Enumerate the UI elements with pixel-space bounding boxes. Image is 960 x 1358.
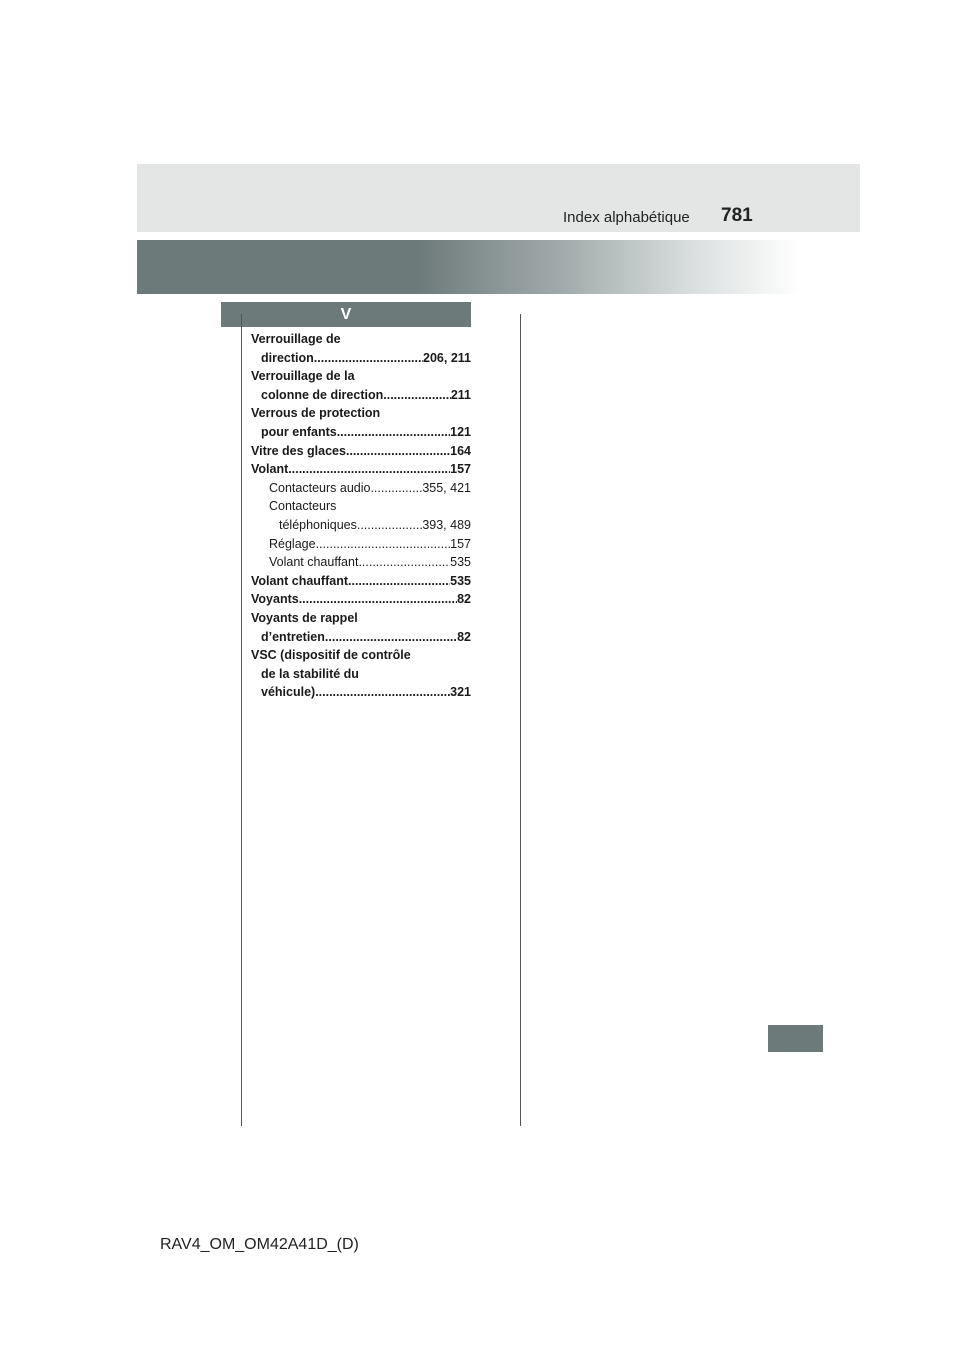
index-entry-pages: 535 bbox=[450, 555, 471, 570]
index-entry-pages: 164 bbox=[450, 443, 471, 458]
index-entry-term: Voyants de rappel bbox=[251, 610, 358, 625]
index-entry bbox=[251, 683, 471, 702]
dot-leader bbox=[348, 572, 450, 591]
section-letter: V bbox=[340, 305, 352, 323]
dot-leader bbox=[346, 442, 450, 461]
index-entry-term: Volant bbox=[251, 462, 289, 477]
index-entry-term: Vitre des glaces bbox=[251, 443, 346, 458]
section-tab-marker bbox=[768, 1025, 823, 1052]
index-entry-pages: 321 bbox=[450, 685, 471, 700]
index-entry bbox=[251, 646, 471, 665]
decorative-gradient-band bbox=[137, 240, 800, 294]
page-number: 781 bbox=[721, 205, 753, 226]
index-entry bbox=[251, 665, 471, 684]
index-entry bbox=[251, 479, 471, 498]
index-entry bbox=[251, 330, 471, 349]
index-entry bbox=[251, 386, 471, 405]
dot-leader bbox=[315, 683, 450, 702]
index-entry-term: d’entretien bbox=[261, 629, 325, 644]
index-entry-pages: 393, 489 bbox=[422, 517, 471, 532]
index-entry-term: Verrouillage de la bbox=[251, 369, 355, 384]
index-entry-term: téléphoniques bbox=[279, 517, 357, 532]
index-entry-term: pour enfants bbox=[261, 424, 337, 439]
index-entry bbox=[251, 609, 471, 628]
dot-leader bbox=[288, 460, 450, 479]
index-entry-term: véhicule) bbox=[261, 685, 316, 700]
column-divider-right bbox=[520, 314, 521, 1126]
dot-leader bbox=[316, 535, 451, 554]
index-entry bbox=[251, 553, 471, 572]
dot-leader bbox=[314, 349, 423, 368]
index-entry-term: Verrous de protection bbox=[251, 406, 381, 421]
index-entry bbox=[251, 349, 471, 368]
index-entry bbox=[251, 516, 471, 535]
dot-leader bbox=[357, 516, 422, 535]
index-entry-pages: 82 bbox=[457, 592, 471, 607]
dot-leader bbox=[370, 479, 422, 498]
dot-leader bbox=[325, 628, 457, 647]
index-entry-pages: 157 bbox=[450, 462, 471, 477]
section-letter-header bbox=[221, 302, 471, 327]
index-entry-term: Verrouillage de bbox=[251, 332, 341, 346]
index-entry bbox=[251, 535, 471, 554]
index-entry-term: Voyants bbox=[251, 592, 299, 607]
index-entry bbox=[251, 404, 471, 423]
index-entry-term: Réglage bbox=[269, 536, 316, 551]
index-entry bbox=[251, 497, 471, 516]
index-entry-pages: 535 bbox=[450, 573, 471, 588]
index-entry bbox=[251, 572, 471, 591]
index-entry-term: direction bbox=[261, 350, 314, 365]
index-entry-term: Volant chauffant bbox=[269, 555, 359, 570]
document-code: RAV4_OM_OM42A41D_(D) bbox=[160, 1236, 359, 1253]
index-entry-term: Volant chauffant bbox=[251, 573, 348, 588]
dot-leader bbox=[358, 553, 450, 572]
index-entry-list bbox=[251, 330, 471, 702]
index-entry-term: Contacteurs audio bbox=[269, 480, 371, 495]
dot-leader bbox=[337, 423, 450, 442]
index-entry bbox=[251, 442, 471, 461]
index-entry bbox=[251, 460, 471, 479]
page-title: Index alphabétique bbox=[563, 209, 690, 226]
index-entry-term: de la stabilité du bbox=[261, 666, 359, 681]
index-entry bbox=[251, 423, 471, 442]
index-entry bbox=[251, 628, 471, 647]
dot-leader bbox=[299, 590, 457, 609]
index-entry-pages: 206, 211 bbox=[423, 350, 471, 365]
index-entry-pages: 121 bbox=[450, 424, 471, 439]
dot-leader bbox=[383, 386, 451, 405]
index-entry-term: colonne de direction bbox=[261, 387, 384, 402]
index-entry-pages: 355, 421 bbox=[422, 480, 471, 495]
index-entry-term: VSC (dispositif de contrôle bbox=[251, 648, 411, 663]
index-entry-pages: 82 bbox=[457, 629, 471, 644]
index-entry-pages: 211 bbox=[450, 387, 471, 402]
column-divider-left bbox=[241, 314, 242, 1126]
index-entry bbox=[251, 367, 471, 386]
index-entry-pages: 157 bbox=[450, 536, 471, 551]
index-entry bbox=[251, 590, 471, 609]
index-entry-term: Contacteurs bbox=[269, 499, 337, 514]
